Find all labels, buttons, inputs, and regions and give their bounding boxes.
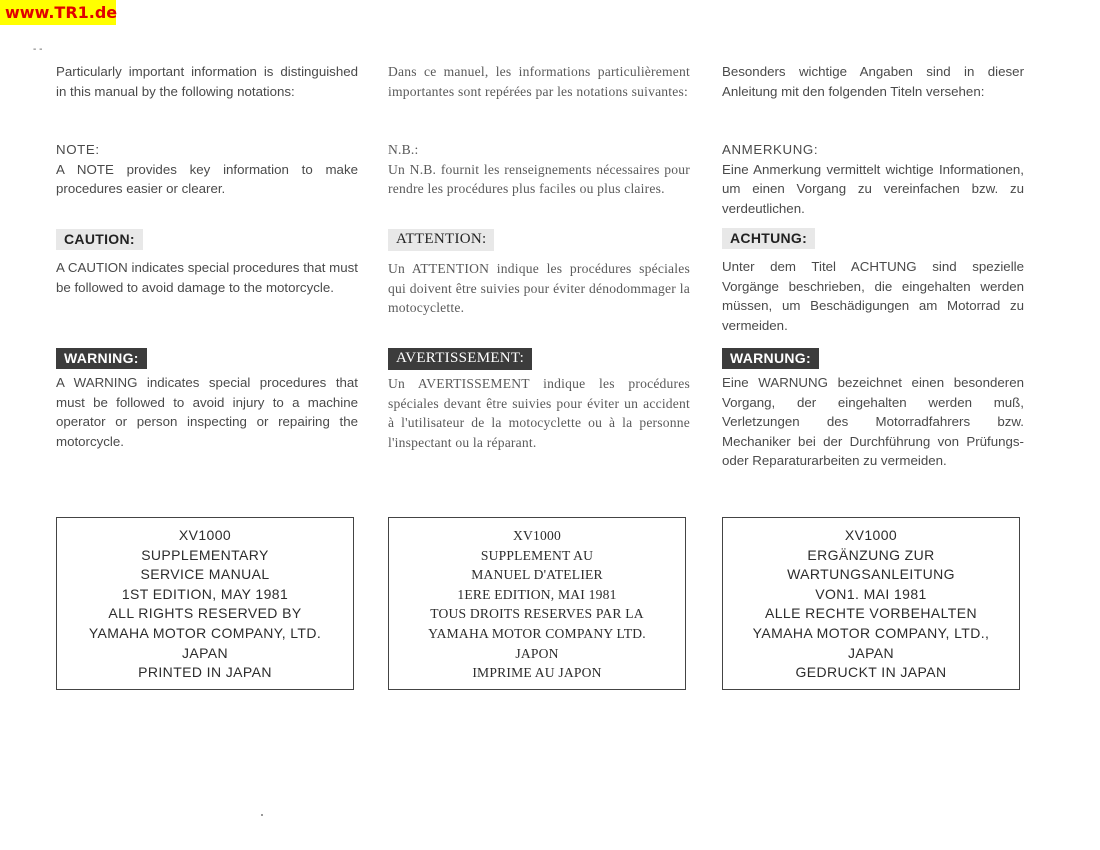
edition-box	[722, 517, 1020, 690]
caution-label: CAUTION:	[56, 229, 143, 250]
intro-text: Particularly important information is distinguished in this manual by the following notations:	[56, 64, 358, 99]
box-line: MANUEL D'ATELIER	[471, 567, 603, 583]
box-line: SERVICE MANUAL	[140, 566, 270, 583]
note-text: Eine Anmerkung vermittelt wichtige Informationen, um einen Vorgang zu vereinfachen bzw. zu verdeutlichen.	[722, 161, 1024, 216]
box-line: ERGÄNZUNG ZUR	[807, 546, 935, 563]
caution-label: ACHTUNG:	[722, 228, 815, 249]
note-text: Un N.B. fournit les renseignements nécessaires pour rendre les procédures plus faciles ou plus claires.	[388, 161, 690, 197]
box-line: TOUS DROITS RESERVES PAR LA	[430, 606, 644, 622]
box-line: YAMAHA MOTOR COMPANY, LTD.,	[752, 624, 990, 641]
intro-section	[56, 62, 358, 101]
caution-text: Un ATTENTION indique les procédures spéciales qui doivent être suivies pour éviter dénodommager la motocyclette.	[388, 261, 690, 316]
box-line: XV1000	[178, 527, 232, 543]
note-section	[388, 140, 690, 199]
note-label: N.B.:	[388, 142, 419, 157]
note-section	[722, 140, 1024, 218]
warning-section	[388, 348, 690, 452]
warning-label: WARNUNG:	[722, 348, 819, 369]
note-label: NOTE:	[56, 142, 100, 157]
intro-text: Dans ce manuel, les informations particulièrement importantes sont repérées par les notations suivantes:	[388, 64, 690, 99]
intro-section	[722, 62, 1024, 101]
box-line: ALL RIGHTS RESERVED BY	[108, 605, 302, 622]
box-line: YAMAHA MOTOR COMPANY LTD.	[428, 625, 646, 641]
scan-speck	[261, 814, 263, 816]
warning-label: WARNING:	[56, 348, 147, 369]
warning-section	[56, 348, 358, 451]
box-line: VON1. MAI 1981	[815, 585, 927, 602]
box-line: 1ST EDITION, MAY 1981	[121, 585, 289, 602]
box-line: SUPPLEMENT AU	[480, 547, 594, 563]
caution-text: A CAUTION indicates special procedures that must be followed to avoid damage to the motorcycle.	[56, 260, 358, 295]
caution-section	[722, 228, 1024, 335]
corner-mark: - -	[33, 44, 43, 55]
note-section	[56, 140, 358, 199]
warning-section	[722, 348, 1024, 471]
box-line: XV1000	[512, 528, 562, 543]
warning-text: A WARNING indicates special procedures that must be followed to avoid injury to a machine operator or person inspecting or repairing the motorcycle.	[56, 375, 358, 449]
box-line: JAPON	[515, 645, 559, 661]
intro-text: Besonders wichtige Angaben sind in dieser Anleitung mit den folgenden Titeln versehen:	[722, 64, 1024, 99]
box-line: SUPPLEMENTARY	[141, 546, 269, 563]
edition-box	[388, 517, 686, 690]
box-line: YAMAHA MOTOR COMPANY, LTD.	[88, 624, 322, 641]
caution-section	[388, 229, 690, 318]
box-line: ALLE RECHTE VORBEHALTEN	[765, 605, 977, 622]
intro-section	[388, 62, 690, 101]
note-label: ANMERKUNG:	[722, 142, 819, 157]
box-line: 1ERE EDITION, MAI 1981	[457, 586, 617, 602]
box-line: JAPAN	[847, 644, 895, 661]
edition-box	[56, 517, 354, 690]
box-line: XV1000	[844, 527, 898, 543]
warning-label: AVERTISSEMENT:	[388, 348, 532, 370]
warning-text: Eine WARNUNG bezeichnet einen besonderen Vorgang, der eingehalten werden muß, Verletzungen des Motorradfahrers bzw. Mechaniker bei der Durchführung von Prüfungs-oder Reparaturarbeiten zu vermeiden.	[722, 375, 1024, 469]
note-text: A NOTE provides key information to make procedures easier or clearer.	[56, 161, 358, 197]
caution-text: Unter dem Titel ACHTUNG sind spezielle Vorgänge beschrieben, die eingehalten werden müssen, um Beschädigungen am Motorrad zu vermeiden.	[722, 259, 1024, 333]
box-line: GEDRUCKT IN JAPAN	[795, 664, 947, 681]
caution-section	[56, 229, 358, 297]
watermark: www.TR1.de	[0, 0, 116, 25]
warning-text: Un AVERTISSEMENT indique les procédures spéciales devant être suivies pour éviter un accident à l'utilisateur de la motocyclette ou à la personne l'inspectant ou la réparant.	[388, 376, 690, 450]
box-line: JAPAN	[181, 644, 229, 661]
box-line: WARTUNGSANLEITUNG	[787, 566, 955, 583]
box-line: IMPRIME AU JAPON	[472, 665, 602, 681]
caution-label: ATTENTION:	[388, 229, 494, 251]
box-line: PRINTED IN JAPAN	[138, 664, 272, 681]
